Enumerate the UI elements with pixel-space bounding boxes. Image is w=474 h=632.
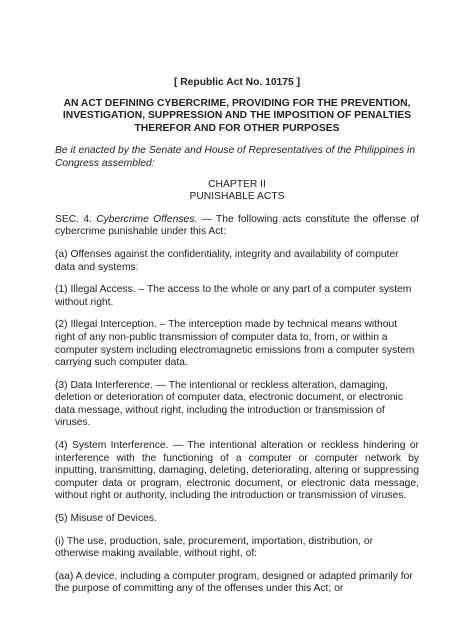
chapter-heading — [55, 179, 419, 204]
chapter-number: CHAPTER II — [208, 178, 266, 190]
paragraph-i: (i) The use, production, sale, procurement, importation, distribution, or otherwise making available, without right, of: — [55, 535, 374, 560]
enacting-clause: Be it enacted by the Senate and House of Representatives of the Philippines in Congress assembled: — [55, 145, 416, 169]
act-title: AN ACT DEFINING CYBERCRIME, PROVIDING FOR THE PREVENTION, INVESTIGATION, SUPPRESSION AND THE IMPOSITION OF PENALTIES THEREFOR AND FOR OTHER PURPOSES — [62, 97, 412, 134]
chapter-title: PUNISHABLE ACTS — [189, 191, 285, 203]
paragraph-4: (4) System Interference. — The intentional alteration or reckless hindering or interference with the functioning of a computer or computer network by inputting, transmitting, damaging, deleting, deteriorating, altering or suppressing computer data or program, electronic document, or electronic data message, without right or authority, including the introduction or transmission of viruses. — [55, 440, 419, 502]
section-4-name: Cybercrime Offenses. — [96, 213, 198, 225]
paragraph-aa: (aa) A device, including a computer program, designed or adapted primarily for the purpose of committing any of the offenses under this Act; or — [55, 570, 413, 595]
section-4-text: — The following acts constitute the offense of cybercrime punishable under this Act: — [55, 213, 419, 238]
section-4-prefix: SEC. 4. — [55, 213, 92, 225]
document-header: [ Republic Act No. 10175 ] — [173, 77, 301, 88]
paragraph-a: (a) Offenses against the confidentiality, integrity and availability of computer data and systems: — [55, 248, 399, 273]
paragraph-1: (1) Illegal Access. – The access to the whole or any part of a computer system without right. — [55, 284, 412, 308]
paragraph-3: (3) Data Interference. — The intentional or reckless alteration, damaging, deletion or deterioration of computer data, electronic document, or electronic data message, without right, including the introduction or transmission of viruses. — [55, 379, 403, 429]
paragraph-5: (5) Misuse of Devices. — [55, 513, 157, 525]
section-4 — [55, 214, 419, 239]
paragraph-2: (2) Illegal Interception. – The interception made by technical means without right of any non-public transmission of computer data to, from, or within a computer system including electromagnetic emissions from a computer system carrying such computer data. — [55, 319, 415, 369]
